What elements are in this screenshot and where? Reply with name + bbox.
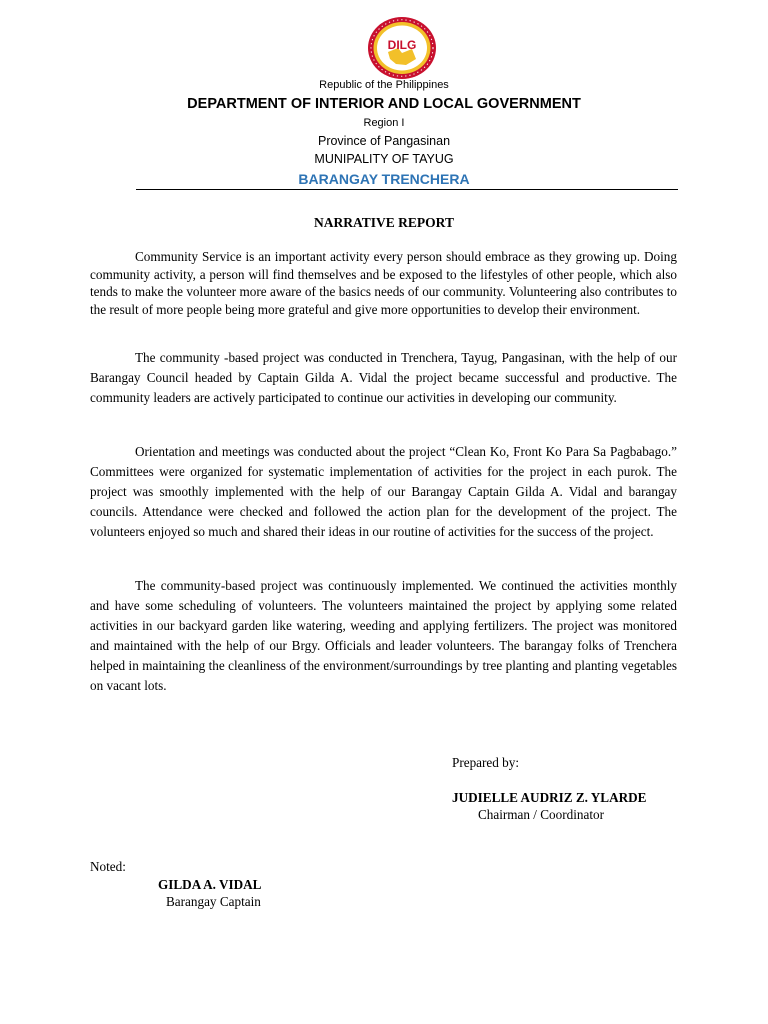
paragraph-3: Orientation and meetings was conducted about the project “Clean Ko, Front Ko Para Sa Pagbabago.” Committees were organized for systematic implementation of activities for the project in each purok. The project was smoothly implemented with the help of our Barangay Captain Gilda A. Vidal and barangay councils. Attendance were checked and followed the action plan for the development of the project. The volunteers enjoyed so much and shared their ideas in our routine of activities for the success of the project. <box>90 444 677 539</box>
region-line: Region I <box>363 117 405 129</box>
department-name: DEPARTMENT OF INTERIOR AND LOCAL GOVERNMENT <box>187 96 581 112</box>
header-divider <box>136 189 678 190</box>
dilg-seal-icon <box>366 15 438 81</box>
paragraph-2: The community -based project was conducted in Trenchera, Tayug, Pangasinan, with the help of our Barangay Council headed by Captain Gilda A. Vidal the project became successful and productive. The community leaders are actively participated to continue our activities in developing our community. <box>90 350 677 405</box>
preparer-role: Chairman / Coordinator <box>478 807 604 822</box>
province-line: Province of Pangasinan <box>317 134 451 148</box>
report-title: NARRATIVE REPORT <box>314 215 454 230</box>
barangay-name: BARANGAY TRENCHERA <box>298 171 470 187</box>
municipality-line: MUNIPALITY OF TAYUG <box>314 152 454 166</box>
preparer-name: JUDIELLE AUDRIZ Z. YLARDE <box>452 790 647 805</box>
paragraph-1: Community Service is an important activity every person should embrace as they growing up. Doing community activity, a person will find themselves and be exposed to the lifestyles of other people, which also tends to make the volunteer more aware of the basics needs of our community. Volunteering also contributes to the result of more people being more grateful and give more opportunities to develop their environment. <box>90 249 677 317</box>
svg-text:DILG: DILG <box>387 38 417 52</box>
republic-line: Republic of the Philippines <box>319 79 449 91</box>
paragraph-4: The community-based project was continuously implemented. We continued the activities monthly and have some scheduling of volunteers. The volunteers maintained the project by applying some related activities in our backyard garden like watering, weeding and applying fertilizers. The project was monitored and maintained with the help of our Brgy. Officials and leader volunteers. The barangay folks of Trenchera helped in maintaining the cleanliness of the environment/surroundings by tree planting and planting vegetables on vacant lots. <box>90 578 677 693</box>
noter-name: GILDA A. VIDAL <box>158 877 262 892</box>
noter-role: Barangay Captain <box>166 894 261 909</box>
noted-label: Noted: <box>90 859 126 874</box>
prepared-by-label: Prepared by: <box>452 755 520 770</box>
